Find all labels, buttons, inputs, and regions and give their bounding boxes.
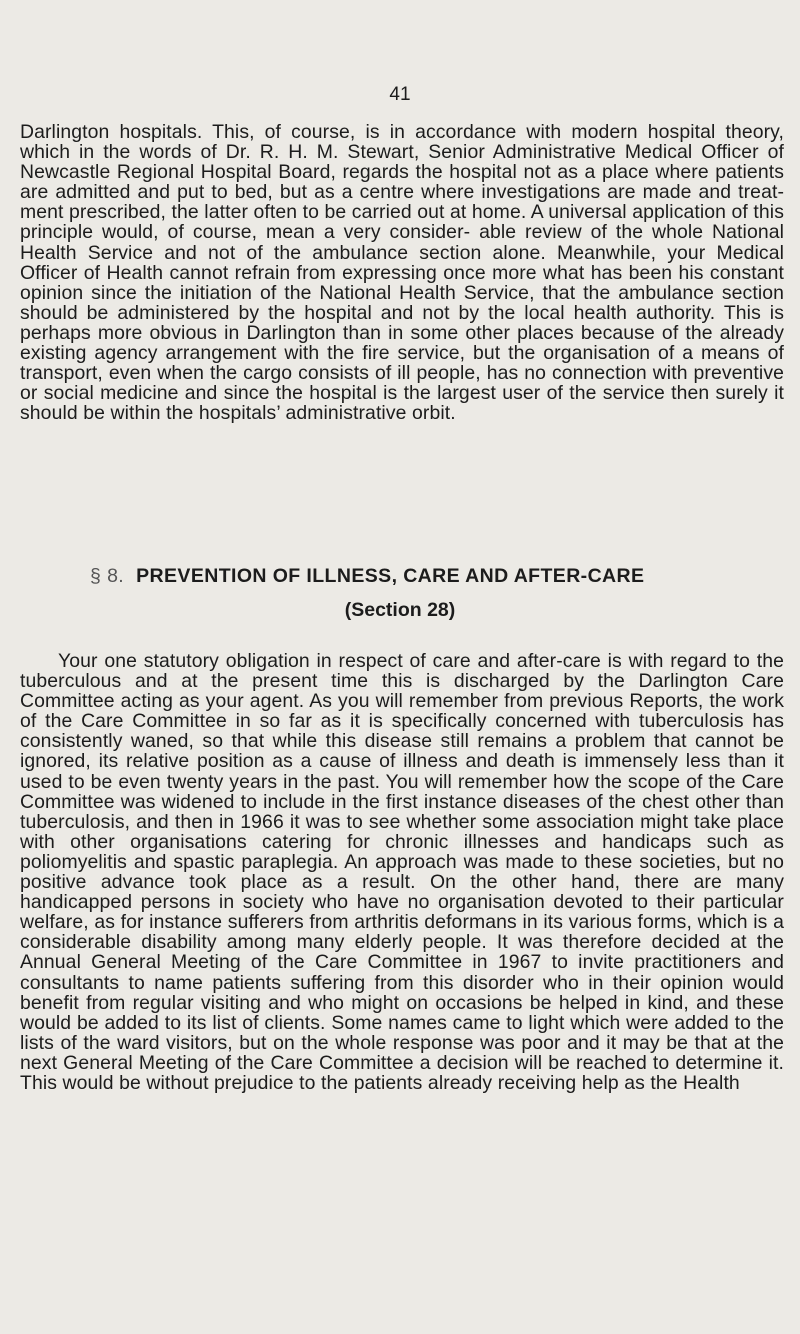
page-number: 41 (389, 84, 411, 105)
section-symbol: § 8. (90, 565, 125, 587)
section-heading (90, 565, 780, 588)
section-subtitle: (Section 28) (344, 599, 456, 621)
paragraph-ambulance-section: Darlington hospitals. This, of course, is in accordance with modern hospital theory, which in the words of Dr. R. H. M. Stewart, Senior Administrative Medical Officer of Newcastle Regional Hospital Board, regards the hospital not as a place where patients are admitted and put to bed, but as a centre where investigations are made and treat- ment prescribed, the latter often to be carried out at home. A universal application of this principle would, of course, mean a very consider- able review of the whole National Health Service and not of the ambulance section alone. Meanwhile, your Medical Officer of Health cannot refrain from expressing once more what has been his constant opinion since the initiation of the National Health Service, that the ambulance section should be administered by the hospital and not by the local health authority. This is perhaps more obvious in Darlington than in some other places because of the already existing agency arrangement with the fire service, but the organisation of a means of transport, even when the cargo consists of ill people, has no connection with preventive or social medicine and since the hospital is the largest user of the service then surely it should be within the hospitals’ administrative orbit. (20, 121, 784, 425)
section-title: PREVENTION OF ILLNESS, CARE AND AFTER-CARE (136, 565, 645, 587)
paragraph-care-committee-text: Your one statutory obligation in respect of care and after-care is with regard to the tuberculous and at the present time this is discharged by the Darlington Care Committee acting as your agent. As you will remember from previous Reports, the work of the Care Committee in so far as it is specifically concerned with tuberculosis has consistently waned, so that while this disease still remains a problem that cannot be ignored, its relative position as a cause of illness and death is immensely less than it used to be even twenty years in the past. You will remember how the scope of the Care Committee was widened to include in the first instance diseases of the chest other than tuberculosis, and then in 1966 it was to see whether some association might take place with other organisations catering for chronic illnesses and handicaps such as poliomyelitis and spastic paraplegia. An approach was made to these societies, but no positive advance took place as a result. On the other hand, there are many handicapped persons in society who have no organisation devoted to their particular welfare, as for instance sufferers from arthritis deformans in its various forms, which is a considerable disability among many elderly people. It was therefore decided at the Annual General Meeting of the Care Committee in 1967 to invite practitioners and consultants to name patients suffering from this disorder who in their opinion would benefit from regular visiting and who might on occasions be helped in kind, and these would be added to its list of clients. Some names came to light which were added to the lists of the ward visitors, but on the whole response was poor and it may be that at the next General Meeting of the Care Committee a decision will be reached to determine it. This would be without prejudice to the patients already receiving help as the Health (20, 650, 784, 1094)
paragraph-care-committee (20, 651, 784, 1093)
